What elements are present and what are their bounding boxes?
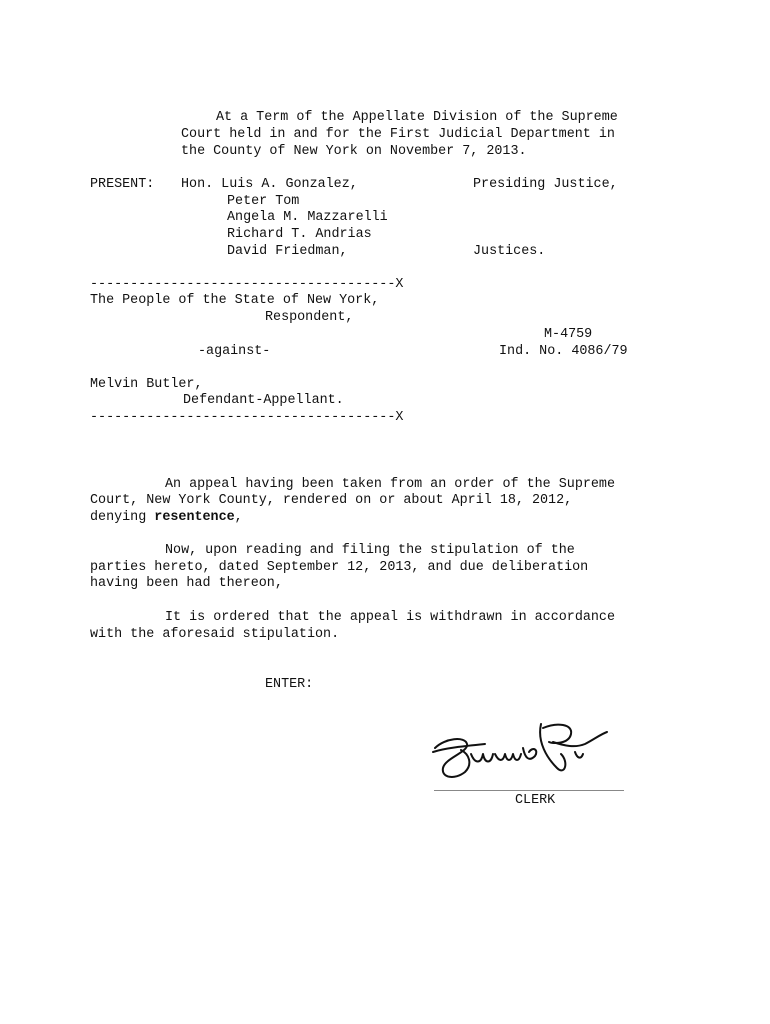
clerk-signature <box>425 718 615 788</box>
judge-mazzarelli: Angela M. Mazzarelli <box>227 210 388 225</box>
justices-title: Justices. <box>473 244 546 259</box>
judge-tom: Peter Tom <box>227 194 300 209</box>
judge-andrias: Richard T. Andrias <box>227 227 372 242</box>
defendant-role: Defendant-Appellant. <box>183 393 344 408</box>
plaintiff-role: Respondent, <box>265 310 354 325</box>
judge-gonzalez: Hon. Luis A. Gonzalez, <box>181 177 358 192</box>
para1-prefix: denying <box>90 510 155 525</box>
present-label: PRESENT: <box>90 177 155 192</box>
para1-line-3 <box>90 510 243 527</box>
para1-line-2: Court, New York County, rendered on or about April 18, 2012, <box>90 493 573 508</box>
indictment-number: Ind. No. 4086/79 <box>499 344 628 359</box>
para2-line-2: parties hereto, dated September 12, 2013, and due deliberation <box>90 560 589 575</box>
caption-rule-top: --------------------------------------X <box>90 277 404 292</box>
versus-label: -against- <box>198 344 271 359</box>
para3-line-1: It is ordered that the appeal is withdrawn in accordance <box>165 610 615 625</box>
para3-line-2: with the aforesaid stipulation. <box>90 627 340 642</box>
para2-line-1: Now, upon reading and filing the stipulation of the <box>165 543 575 558</box>
motion-number: M-4759 <box>544 327 593 342</box>
para2-line-3: having been had thereon, <box>90 576 283 591</box>
judge-friedman: David Friedman, <box>227 244 348 259</box>
caption-rule-bottom: --------------------------------------X <box>90 410 404 425</box>
clerk-label: CLERK <box>515 793 556 808</box>
para1-line-1: An appeal having been taken from an order of the Supreme <box>165 477 615 492</box>
enter-label: ENTER: <box>265 677 314 692</box>
header-line-2: Court held in and for the First Judicial Department in <box>181 127 615 142</box>
defendant-name: Melvin Butler, <box>90 377 203 392</box>
plaintiff-name: The People of the State of New York, <box>90 293 380 308</box>
para1-bold-word: resentence <box>154 510 235 525</box>
signature-line <box>434 790 624 791</box>
header-line-1: At a Term of the Appellate Division of the Supreme <box>216 110 618 125</box>
presiding-justice-title: Presiding Justice, <box>473 177 618 192</box>
header-line-3: the County of New York on November 7, 2013. <box>181 144 527 159</box>
para1-suffix: , <box>234 510 243 525</box>
